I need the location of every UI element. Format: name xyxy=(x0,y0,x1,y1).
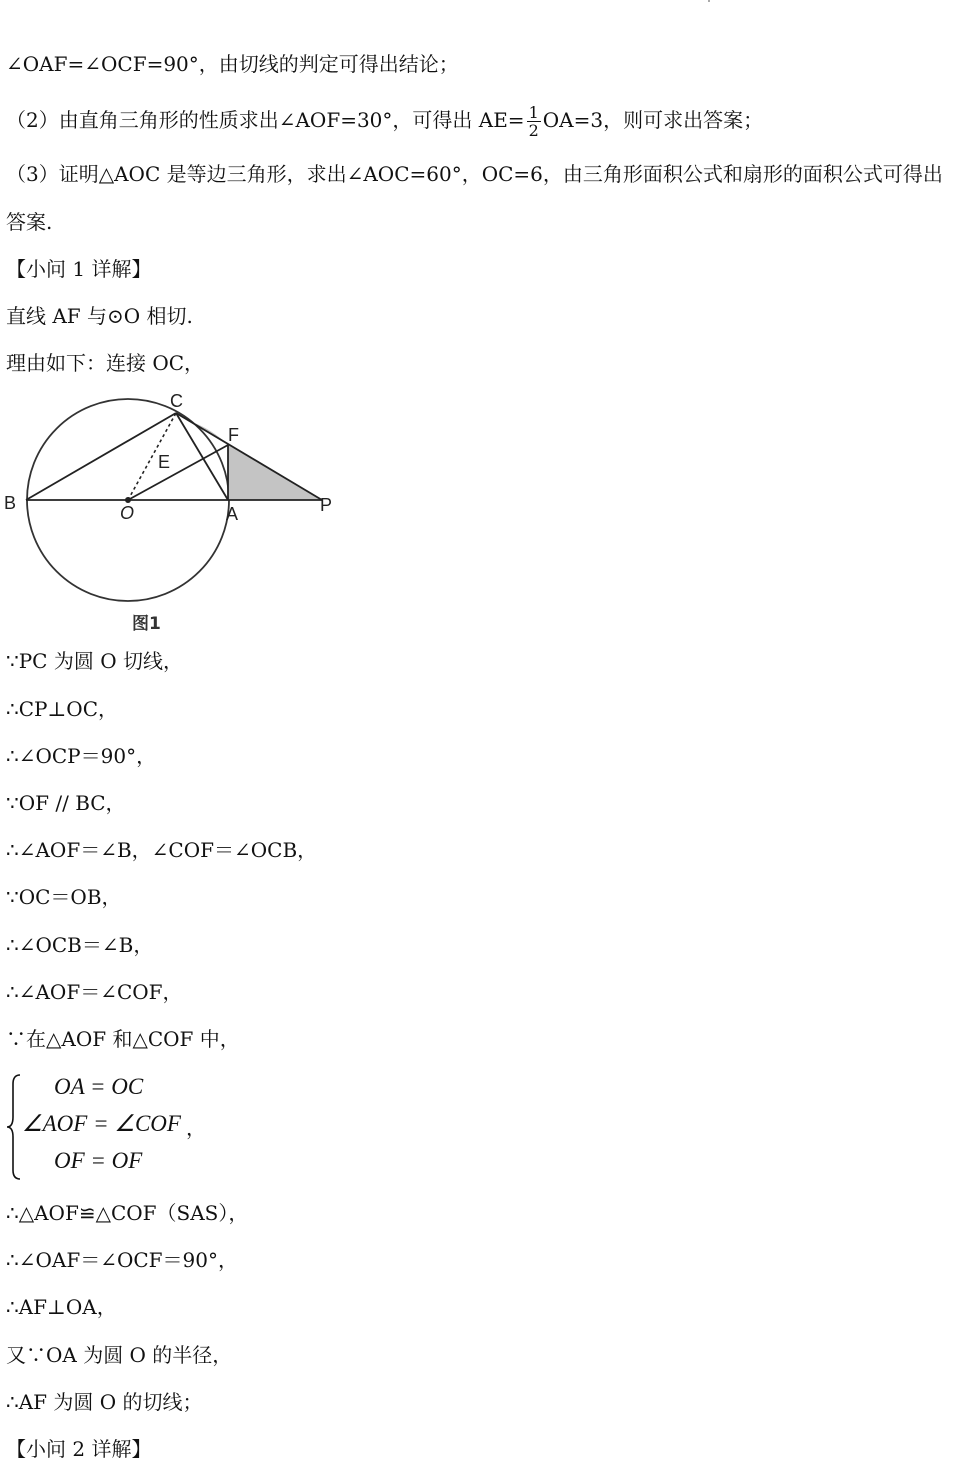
fraction-one-half xyxy=(527,104,541,139)
system-row-3: OF = OF xyxy=(54,1148,143,1173)
proof-line-8: ∴∠AOF＝∠COF， xyxy=(6,980,183,1004)
proof-line-7: ∴∠OCB＝∠B， xyxy=(6,933,154,957)
proof-line-11: ∴∠OAF＝∠OCF＝90°， xyxy=(6,1248,238,1272)
section-heading-1: 【小问 1 详解】 xyxy=(6,257,152,281)
proof-line-2: ∴CP⊥OC， xyxy=(6,697,118,721)
proof-line-9: ∵在△AOF 和△COF 中， xyxy=(6,1027,240,1051)
label-e: E xyxy=(158,452,171,472)
system-row-2: ∠AOF = ∠COF xyxy=(22,1111,181,1136)
system-row-1: OA = OC xyxy=(54,1074,144,1099)
text-line-2 xyxy=(6,104,763,139)
section-heading-2: 【小问 2 详解】 xyxy=(6,1437,152,1461)
proof-line-5: ∴∠AOF＝∠B，∠COF＝∠OCB， xyxy=(6,838,318,862)
text-line-1: ∠OAF=∠OCF=90°，由切线的判定可得出结论； xyxy=(6,52,459,76)
text-line-3: （3）证明△AOC 是等边三角形，求出∠AOC=60°，OC=6，由三角形面积公式和扇形的面积公式可得出 xyxy=(6,162,943,186)
fraction-denominator: 2 xyxy=(528,121,539,140)
proof-line-6: ∵OC＝OB， xyxy=(6,885,122,909)
label-b: B xyxy=(4,493,17,513)
proof-line-14: ∴AF 为圆 O 的切线； xyxy=(6,1390,203,1414)
geometry-figure xyxy=(0,385,360,640)
line-ca xyxy=(176,413,228,500)
proof-line-13: 又∵OA 为圆 O 的半径， xyxy=(6,1343,233,1367)
label-a: A xyxy=(226,504,239,524)
text-line-4: 答案. xyxy=(6,210,53,234)
proof-line-3: ∴∠OCP＝90°， xyxy=(6,744,157,768)
equation-system xyxy=(6,1072,266,1182)
fraction-numerator: 1 xyxy=(528,103,539,122)
figure-caption: 图1 xyxy=(132,614,161,634)
system-trailing-comma: ， xyxy=(186,1116,206,1140)
page-speck xyxy=(708,0,710,2)
label-f: F xyxy=(228,425,239,445)
label-o: O xyxy=(120,503,135,523)
label-c: C xyxy=(170,391,183,411)
proof-line-1: ∵PC 为圆 O 切线， xyxy=(6,649,183,673)
text-line-2a: （2）由直角三角形的性质求出∠AOF=30°，可得出 AE= xyxy=(6,108,525,132)
text-line-2b: OA=3，则可求出答案； xyxy=(542,108,764,132)
text-line-7: 理由如下：连接 OC， xyxy=(6,351,205,375)
text-line-6: 直线 AF 与⊙O 相切. xyxy=(6,304,193,328)
proof-line-12: ∴AF⊥OA， xyxy=(6,1295,117,1319)
proof-line-4: ∵OF // BC， xyxy=(6,791,126,815)
label-p: P xyxy=(320,495,333,515)
proof-line-10: ∴△AOF≌△COF（SAS）， xyxy=(6,1201,249,1225)
